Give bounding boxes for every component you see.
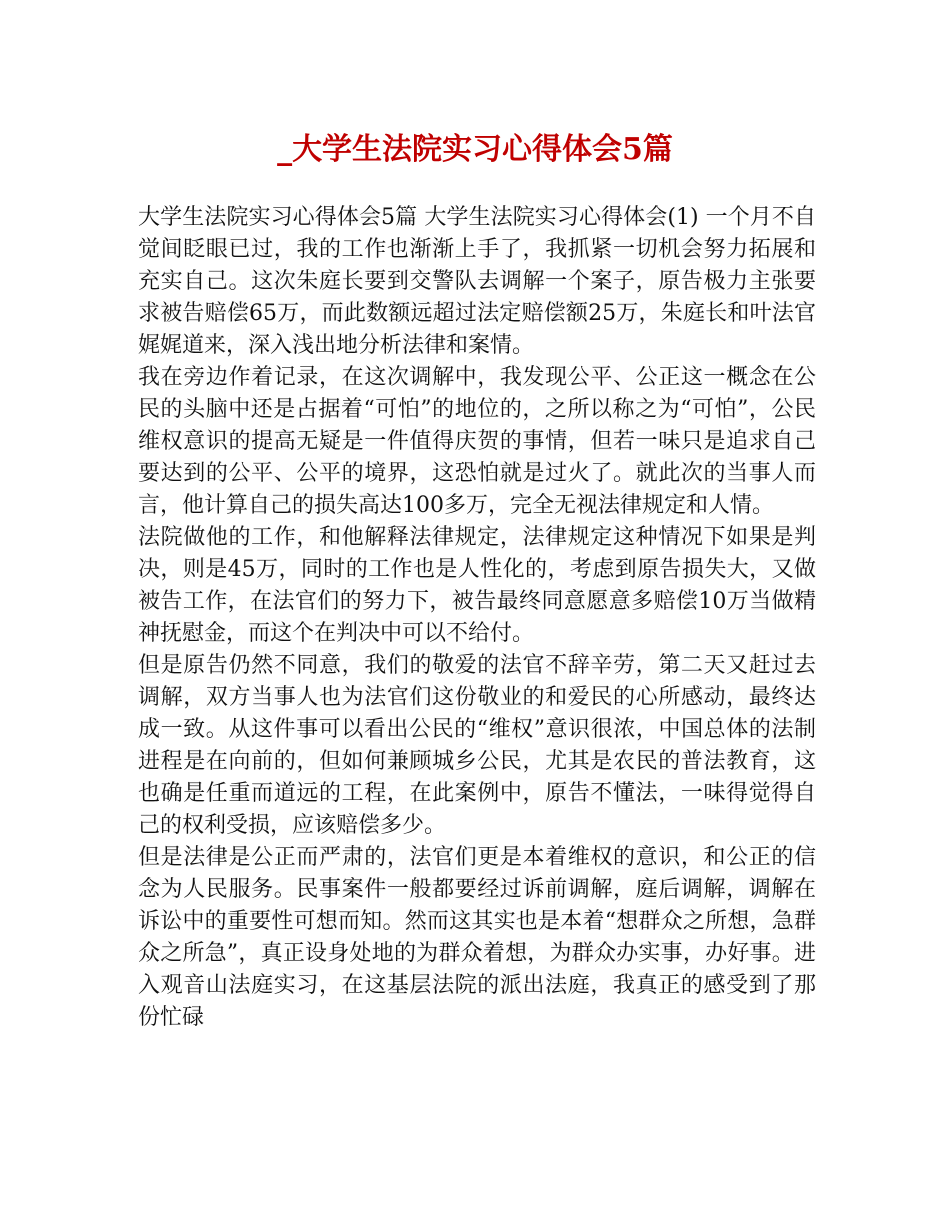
paragraph-4: 但是原告仍然不同意，我们的敬爱的法官不辞辛劳，第二天又赶过去调解，双方当事人也为法官们这份敬业的和爱民的心所感动，最终达成一致。从这件事可以看出公民的“维权”意识很浓，中国总体的法制进程是在向前的，但如何兼顾城乡公民，尤其是农民的普法教育，这也确是任重而道远的工程，在此案例中，原告不懂法，一味得觉得自己的权利受损，应该赔偿多少。 bbox=[138, 653, 816, 838]
paragraph-3: 法院做他的工作，和他解释法律规定，法律规定这种情况下如果是判决，则是45万，同时的工作也是人性化的，考虑到原告损失大，又做被告工作，在法官们的努力下，被告最终同意愿意多赔偿10万当做精神抚慰金，而这个在判决中可以不给付。 bbox=[138, 525, 816, 646]
document-title: _大学生法院实习心得体会5篇 bbox=[277, 132, 673, 167]
paragraph-2: 我在旁边作着记录，在这次调解中，我发现公平、公正这一概念在公民的头脑中还是占据着“可怕”的地位的，之所以称之为“可怕”，公民维权意识的提高无疑是一件值得庆贺的事情，但若一味只是追求自己要达到的公平、公平的境界，这恐怕就是过火了。就此次的当事人而言，他计算自己的损失高达100多万，完全无视法律规定和人情。 bbox=[138, 365, 816, 518]
paragraph-1: 大学生法院实习心得体会5篇 大学生法院实习心得体会(1) 一个月不自觉间眨眼已过，我的工作也渐渐上手了，我抓紧一切机会努力拓展和充实自己。这次朱庭长要到交警队去调解一个案子，原告极力主张要求被告赔偿65万，而此数额远超过法定赔偿额25万，朱庭长和叶法官娓娓道来，深入浅出地分析法律和案情。 bbox=[138, 205, 816, 358]
document-body bbox=[138, 202, 816, 1034]
paragraph-5: 但是法律是公正而严肃的，法官们更是本着维权的意识，和公正的信念为人民服务。民事案件一般都要经过诉前调解，庭后调解，调解在诉讼中的重要性可想而知。然而这其实也是本着“想群众之所想，急群众之所急”，真正设身处地的为群众着想，为群众办实事，办好事。进入观音山法庭实习，在这基层法院的派出法庭，我真正的感受到了那份忙碌 bbox=[138, 845, 816, 1030]
